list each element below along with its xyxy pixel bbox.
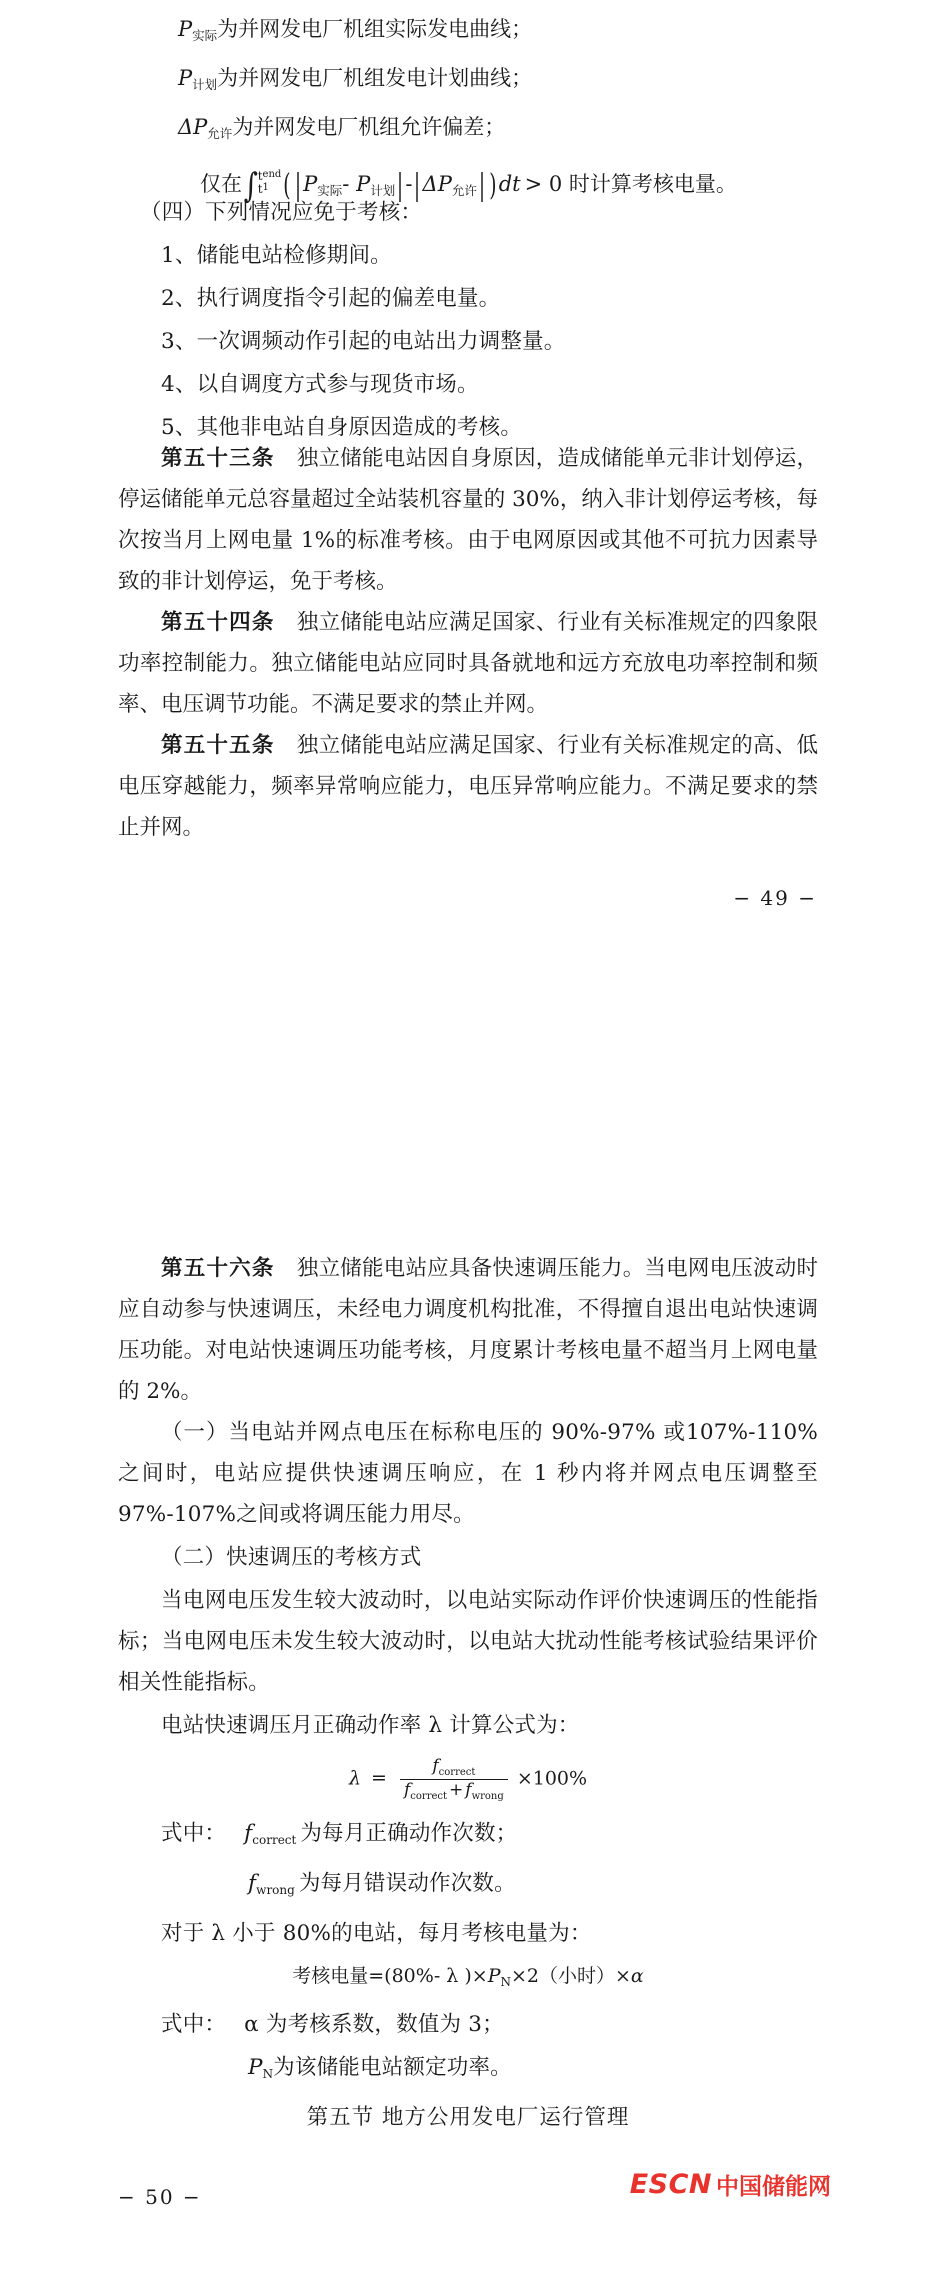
article-54-body <box>118 602 818 725</box>
lambda-where-line-1 <box>118 1813 818 1861</box>
article-53-text: 独立储能电站因自身原因，造成储能单元非计划停运，停运储能单元总容量超过全站装机容量的 30%，纳入非计划停运考核，每次按当月上网电量 1%的标准考核。由于电网原因或其他不可抗力因素导致的非计划停运，免于考核。 <box>118 446 818 594</box>
int-lower-sub: 1 <box>262 182 269 193</box>
lambda-symbol: λ <box>348 1767 361 1790</box>
article-55-body <box>118 725 818 848</box>
article-56-para-3: 对于 λ 小于 80%的电站，每月考核电量为： <box>161 1920 592 1946</box>
f-correct-sub: correct <box>252 1832 297 1847</box>
formula-line-delta-p <box>118 106 818 155</box>
f-wrong-sub: wrong <box>256 1882 295 1897</box>
pn-text: 为该储能电站额定功率。 <box>273 2054 512 2080</box>
int-lower: t <box>257 182 263 196</box>
where-label-1: 式中： <box>161 1820 227 1846</box>
page-number-50: − 50 − <box>118 2185 202 2209</box>
pn-symbol: P <box>248 2054 263 2080</box>
where-label-2: 式中： <box>161 2011 227 2037</box>
lambda-formula <box>118 1756 818 1803</box>
formula-line-p-actual <box>118 8 818 57</box>
f-wrong-text: 为每月错误动作次数。 <box>298 1870 516 1896</box>
article-55-number: 第五十五条 <box>161 733 275 758</box>
alpha-text: α 为考核系数，数值为 3； <box>244 2011 504 2037</box>
article-54-number: 第五十四条 <box>161 610 275 635</box>
article-56-item-1: （一）当电站并网点电压在标称电压的 90%-97% 或107%-110%之间时，电站应提供快速调压响应，在 1 秒内将并网点电压调整至 97%-107%之间或将调压能力用尽。 <box>118 1420 818 1527</box>
article-54 <box>118 602 818 725</box>
article-55 <box>118 725 818 848</box>
pn-sub: N <box>262 2066 274 2081</box>
symbol-delta-p: ΔP <box>178 115 208 139</box>
assess-where-line-1 <box>118 2004 818 2045</box>
f-correct-symbol: f <box>244 1820 253 1846</box>
int-upper-sub: end <box>262 169 282 181</box>
lambda-den2-sub: wrong <box>471 1790 504 1802</box>
int-tail-text: > 0 时计算考核电量。 <box>524 172 737 196</box>
escn-chinese-text: 中国储能网 <box>716 2174 831 2200</box>
int-p-actual: P <box>303 172 318 196</box>
symbol-delta-p-subscript: 允许 <box>207 126 233 141</box>
lambda-num: f <box>432 1756 439 1776</box>
section-four-item-5: 5、其他非电站自身原因造成的考核。 <box>161 415 523 440</box>
section-four-item-1: 1、储能电站检修期间。 <box>161 243 392 268</box>
lambda-den1-sub: correct <box>410 1790 448 1802</box>
escn-brand-text: ESCN <box>629 2169 712 2200</box>
int-delta-p-sub: 允许 <box>451 183 477 198</box>
formula-legend-block <box>118 8 818 212</box>
f-correct-text: 为每月正确动作次数； <box>300 1820 518 1846</box>
assess-tail: ×2（小时）× <box>510 1964 631 1987</box>
int-p-plan: - P <box>342 172 371 196</box>
lambda-tail: ×100% <box>516 1767 588 1790</box>
lambda-fraction <box>400 1756 508 1803</box>
lambda-den2: f <box>465 1779 472 1800</box>
formula-line-integral: 仅在$\int t^{end}$ $t^1$ ( $|P_{实际}-$ $P_{计划}|-|\Delta P_{允许}|$ ) dt > 0 时计算考核电量。 <box>200 166 737 206</box>
int-minus: - <box>405 172 413 196</box>
assess-where-line-2 <box>118 2047 818 2095</box>
int-upper: t <box>257 169 263 184</box>
formula-line-p-plan <box>118 57 818 106</box>
page-number-49: − 49 − <box>733 886 817 910</box>
symbol-p2-subscript: 计划 <box>192 77 218 92</box>
article-56-text: 独立储能电站应具备快速调压能力。当电网电压波动时应自动参与快速调压，未经电力调度机构批准，不得擅自退出电站快速调压功能。对电站快速调压功能考核，月度累计考核电量不超当月上网电量的 2%。 <box>118 1256 818 1404</box>
assess-pn: P <box>487 1964 501 1987</box>
assessment-formula <box>118 1956 818 2002</box>
article-53 <box>118 438 818 602</box>
lambda-equals: = <box>371 1767 387 1790</box>
section-four-heading: （四）下列情况应免于考核： <box>140 200 423 225</box>
symbol-p-subscript: 实际 <box>192 28 218 43</box>
assess-pn-sub: N <box>500 1974 511 1989</box>
article-56-number: 第五十六条 <box>161 1256 275 1281</box>
escn-watermark-logo <box>630 2168 831 2201</box>
f-wrong-symbol: f <box>248 1870 257 1896</box>
assess-alpha: α <box>630 1964 644 1987</box>
assess-label: 考核电量 <box>292 1964 369 1987</box>
symbol-p2: P <box>178 66 193 90</box>
lambda-plus: + <box>449 1779 464 1800</box>
formula-line-1-text: 为并网发电厂机组实际发电曲线； <box>217 17 533 41</box>
lambda-num-sub: correct <box>438 1767 476 1778</box>
article-56-para-1: 当电网电压发生较大波动时，以电站实际动作评价快速调压的性能指标；当电网电压未发生较大波动时，以电站大扰动性能考核试验结果评价相关性能指标。 <box>118 1588 818 1695</box>
article-56-body <box>118 1248 818 1412</box>
section-four-item-2: 2、执行调度指令引起的偏差电量。 <box>161 286 501 311</box>
section-five-title: 第五节 地方公用发电厂运行管理 <box>306 2104 630 2130</box>
formula-line-2-text: 为并网发电厂机组发电计划曲线； <box>217 66 533 90</box>
formula-line-3-text: 为并网发电厂机组允许偏差； <box>232 115 506 139</box>
lambda-where-line-2 <box>118 1863 818 1911</box>
article-53-body <box>118 438 818 602</box>
article-56-para-2: 电站快速调压月正确动作率 λ 计算公式为： <box>161 1713 580 1738</box>
article-56-item-2: （二）快速调压的考核方式 <box>161 1545 422 1570</box>
int-delta-p: ΔP <box>422 172 452 196</box>
article-53-number: 第五十三条 <box>161 446 275 471</box>
formula-prefix: 仅在 <box>200 172 242 196</box>
article-55-text: 独立储能电站应满足国家、行业有关标准规定的高、低电压穿越能力，频率异常响应能力，电压异常响应能力。不满足要求的禁止并网。 <box>118 733 818 840</box>
section-four-block <box>118 192 818 450</box>
article-56 <box>118 1248 818 2159</box>
int-p-plan-sub: 计划 <box>370 183 396 198</box>
section-four-item-3: 3、一次调频动作引起的电站出力调整量。 <box>161 329 566 354</box>
section-four-item-4: 4、以自调度方式参与现货市场。 <box>161 372 479 397</box>
int-dt: dt <box>498 172 521 196</box>
symbol-p: P <box>178 17 193 41</box>
int-p-actual-sub: 实际 <box>317 183 343 198</box>
assess-body: =(80%- λ )× <box>368 1964 488 1987</box>
lambda-den1: f <box>404 1779 411 1800</box>
article-54-text: 独立储能电站应满足国家、行业有关标准规定的四象限功率控制能力。独立储能电站应同时具备就地和远方充放电功率控制和频率、电压调节功能。不满足要求的禁止并网。 <box>118 610 818 717</box>
